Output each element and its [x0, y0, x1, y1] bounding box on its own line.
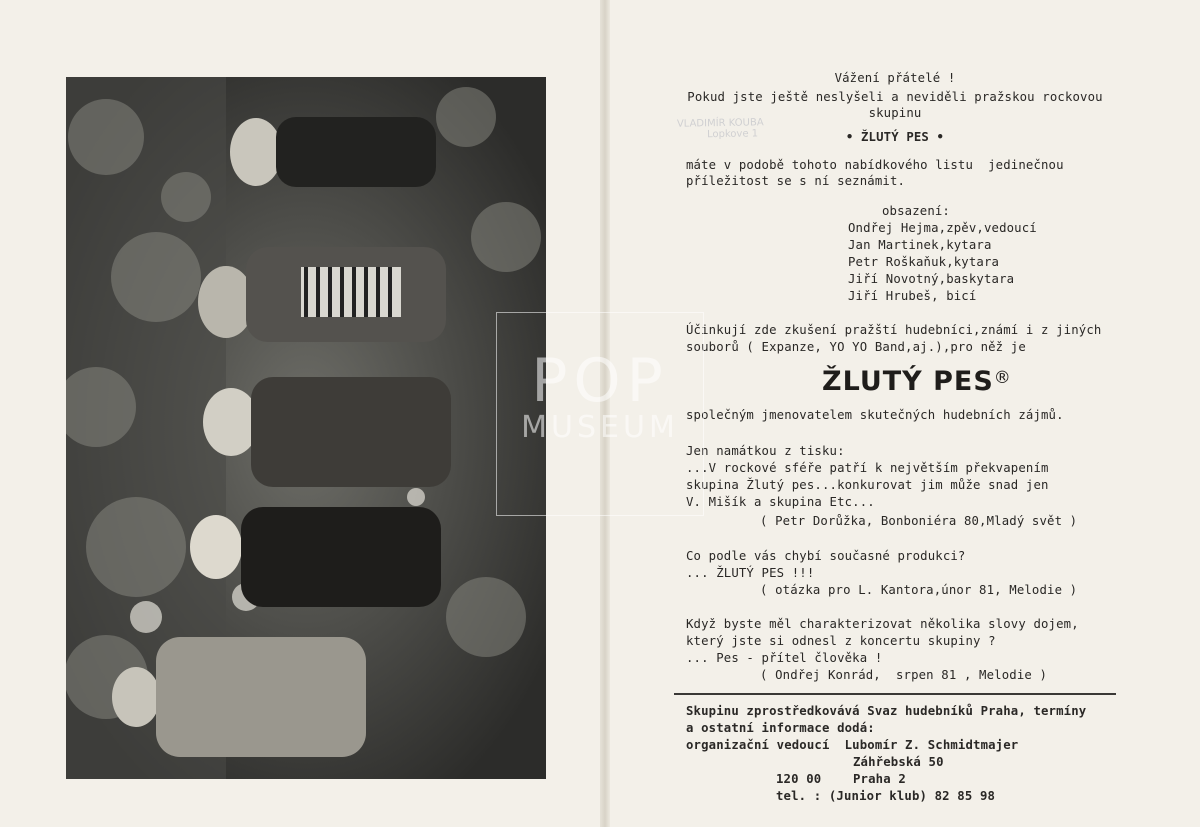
- musicians-line-1: Účinkují zde zkušení pražští hudebníci,známí i z jiných: [686, 323, 1102, 337]
- press-quote-1-line-1: ...V rockové sféře patří k největším překvapením: [686, 461, 1049, 475]
- press-heading: Jen namátkou z tisku:: [686, 444, 845, 458]
- press-quote-1-line-3: V. Mišík a skupina Etc...: [686, 495, 875, 509]
- press-quote-2-line-2: ... ŽLUTÝ PES !!!: [686, 566, 815, 580]
- common-interest-line: společným jmenovatelem skutečných hudebních zájmů.: [686, 408, 1064, 422]
- contact-zip: 120 00: [776, 772, 822, 786]
- divider-line: [674, 693, 1116, 695]
- press-quote-1-line-2: skupina Žlutý pes...konkurovat jim může snad jen: [686, 478, 1049, 492]
- lineup-member: Jiří Novotný,baskytara: [848, 272, 1015, 286]
- press-quote-1-source: ( Petr Dorůžka, Bonboniéra 80,Mladý svět ): [760, 514, 1078, 528]
- press-quote-3-line-2: který jste si odnesl z koncertu skupiny ?: [686, 634, 996, 648]
- lineup-member: Jan Martinek,kytara: [848, 238, 992, 252]
- musicians-line-2: souborů ( Expanze, YO YO Band,aj.),pro něž je: [686, 340, 1026, 354]
- lineup-member: Ondřej Hejma,zpěv,vedoucí: [848, 221, 1037, 235]
- lineup-heading: obsazení:: [882, 204, 950, 218]
- lineup-member: Jiří Hrubeš, bicí: [848, 289, 977, 303]
- band-name-quoted: • ŽLUTÝ PES •: [845, 130, 945, 144]
- press-quote-3-line-1: Když byste měl charakterizovat několika slovy dojem,: [686, 617, 1079, 631]
- press-quote-2-line-1: Co podle vás chybí současné produkci?: [686, 549, 966, 563]
- contact-line-3: organizační vedoucí Lubomír Z. Schmidtmajer: [686, 738, 1019, 752]
- greeting: Vážení přátelé !: [834, 71, 956, 85]
- faint-stamp: VLADIMÍR KOUBA Lopkove 1: [676, 117, 764, 141]
- page-fold: [600, 0, 610, 827]
- intro-line-1: Pokud jste ještě neslyšeli a neviděli pražskou rockovou: [687, 90, 1103, 104]
- contact-street: Záhřebská 50: [853, 755, 944, 769]
- band-photo: [66, 77, 546, 779]
- band-logo-text: ŽLUTÝ PES®: [822, 366, 1012, 397]
- contact-line-2: a ostatní informace dodá:: [686, 721, 875, 735]
- lineup-member: Petr Roškaňuk,kytara: [848, 255, 1000, 269]
- intro-line-2: skupinu: [868, 106, 922, 120]
- press-quote-3-source: ( Ondřej Konrád, srpen 81 , Melodie ): [760, 668, 1048, 682]
- offer-line-2: příležitost se s ní seznámit.: [686, 174, 906, 188]
- museum-watermark: POP MUSEUM: [496, 312, 704, 516]
- contact-city: Praha 2: [853, 772, 906, 786]
- press-quote-2-source: ( otázka pro L. Kantora,únor 81, Melodie ): [760, 583, 1078, 597]
- contact-phone: tel. : (Junior klub) 82 85 98: [776, 789, 996, 803]
- offer-line-1: máte v podobě tohoto nabídkového listu jedinečnou: [686, 158, 1064, 172]
- press-quote-3-line-3: ... Pes - přítel člověka !: [686, 651, 883, 665]
- contact-line-1: Skupinu zprostředkovává Svaz hudebníků Praha, termíny: [686, 704, 1087, 718]
